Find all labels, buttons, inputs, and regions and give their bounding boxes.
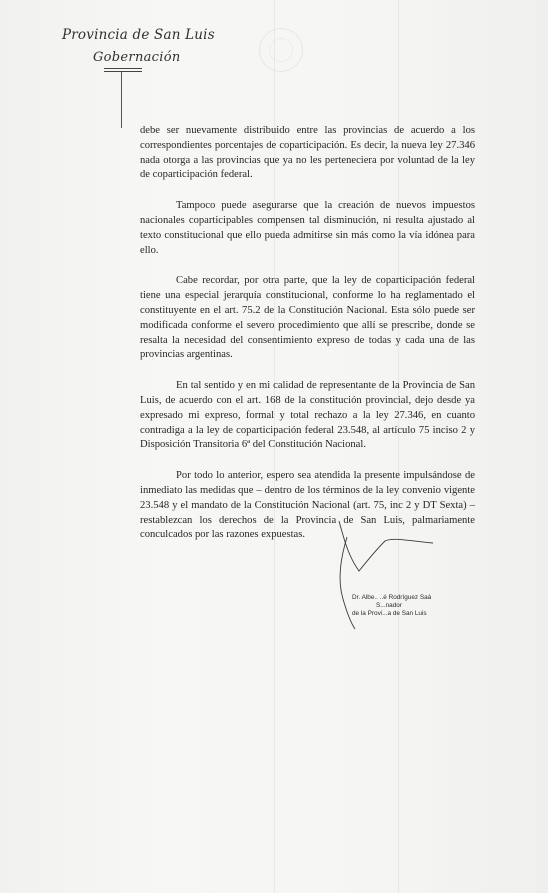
paragraph: Tampoco puede asegurarse que la creación de nuevos impuestos nacionales coparticipables compensen tal disminución, ni resulta ajustado al texto constitucional que ello pueda admitirse sin más como la vía idónea para ello. xyxy=(140,200,475,256)
signatory-role: S...nador xyxy=(376,602,402,609)
margin-rule xyxy=(121,72,122,128)
letterhead-province: Provincia de San Luis xyxy=(62,27,215,43)
letterhead-office: Gobernación xyxy=(93,50,181,65)
handwritten-signature xyxy=(325,517,445,637)
letterhead-underline xyxy=(104,68,142,69)
letter-body xyxy=(140,124,475,559)
embossed-seal xyxy=(259,28,303,72)
paragraph: Por todo lo anterior, espero sea atendida la presente impulsándose de inmediato las medidas que – dentro de los términos de la ley convenio vigente 23.548 y el mandato de la Constitución Nacional (art. 75, inc 2 y DT Sexta) – restablezcan los derechos de la Provincia de San Luis, palmariamente conculcados por las razones expuestas. xyxy=(140,470,475,541)
signatory-province: de la Provi...a de San Luis xyxy=(352,610,427,617)
letterhead-underline xyxy=(104,71,142,72)
paragraph: En tal sentido y en mi calidad de representante de la Provincia de San Luis, de acuerdo con el art. 168 de la constitución provincial, dejo desde ya expresado mi expreso, formal y total rechazo a la ley 27.346, en cuanto contradiga a la ley de coparticipación federal 23.548, al artículo 75 inciso 2 y Disposición Transitoria 6ª del Constitución Nacional. xyxy=(140,380,475,451)
signatory-name: Dr. Albe.. ..é Rodríguez Saá xyxy=(352,594,432,601)
signature-block xyxy=(352,594,431,618)
paragraph: debe ser nuevamente distribuido entre las provincias de acuerdo a los correspondientes porcentajes de coparticipación. Es decir, la nueva ley 27.346 nada otorga a las provincias que ya no les perteneciera por voluntad de la ley de coparticipación federal. xyxy=(140,125,475,181)
paragraph: Cabe recordar, por otra parte, que la ley de coparticipación federal tiene una especial jerarquía constitucional, conforme lo ha reglamentado el constituyente en el art. 75.2 de la Constitución Nacional. Esta sólo puede ser modificada conforme el severo procedimiento que allí se prescribe, donde se resalta la necesidad del consentimiento expreso de todas y cada una de las provincias argentinas. xyxy=(140,275,475,361)
